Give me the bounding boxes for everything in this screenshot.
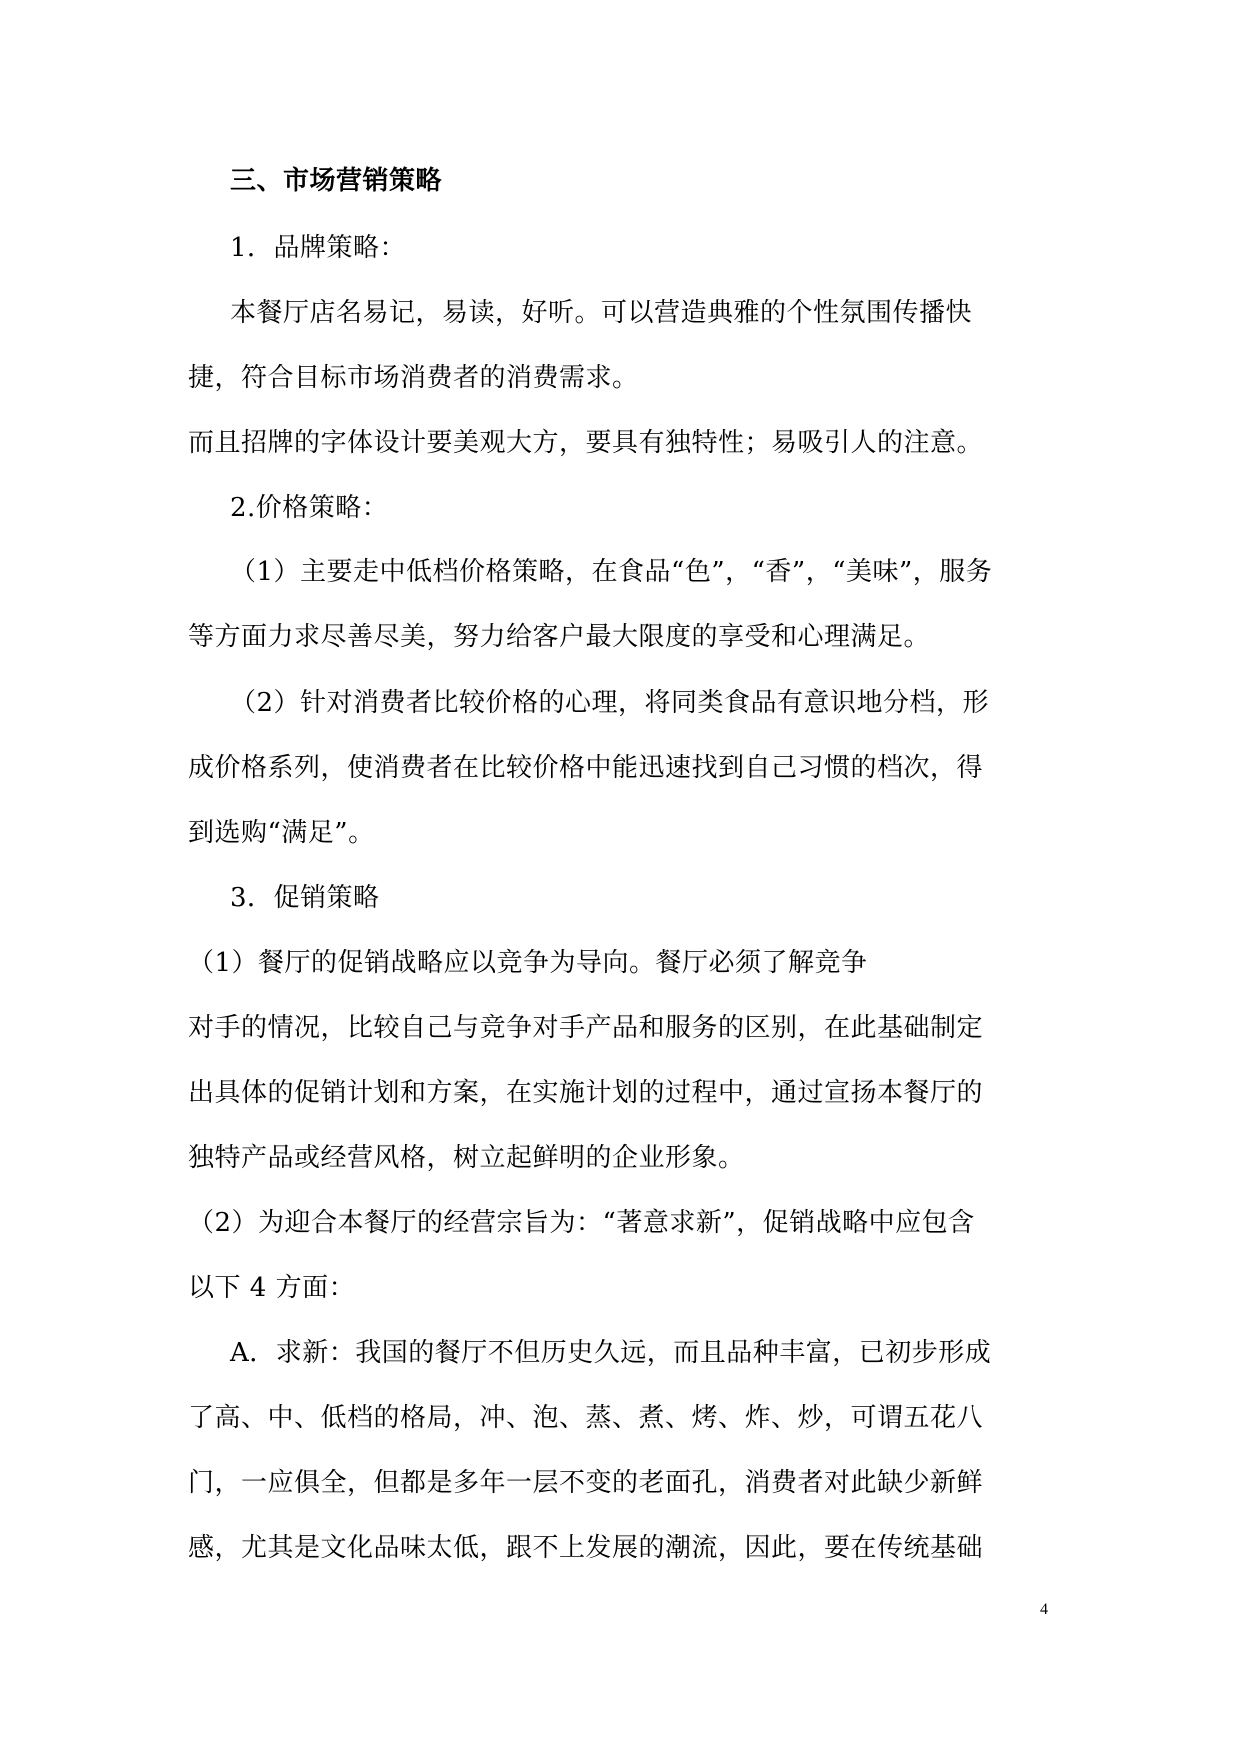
text-line: 了高、中、低档的格局，冲、泡、蒸、煮、烤、炸、炒，可谓五花八	[188, 1403, 984, 1433]
text-line: 独特产品或经营风格，树立起鲜明的企业形象。	[188, 1143, 745, 1173]
text-line: 捷，符合目标市场消费者的消费需求。	[188, 363, 639, 393]
section-heading: 三、市场营销策略	[230, 166, 443, 196]
text-line: A．求新：我国的餐厅不但历史久远，而且品种丰富，已初步形成	[230, 1338, 992, 1368]
text-line: （1）餐厅的促销战略应以竞争为导向。餐厅必须了解竞争	[188, 948, 868, 978]
text-line: 2.价格策略：	[230, 493, 389, 523]
page-number: 4	[1040, 1601, 1048, 1618]
text-line: 出具体的促销计划和方案，在实施计划的过程中，通过宣扬本餐厅的	[188, 1078, 984, 1108]
text-line: 感，尤其是文化品味太低，跟不上发展的潮流，因此，要在传统基础	[188, 1533, 984, 1563]
text-line: 等方面力求尽善尽美，努力给客户最大限度的享受和心理满足。	[188, 622, 931, 652]
text-line: 对手的情况，比较自己与竞争对手产品和服务的区别，在此基础制定	[188, 1013, 984, 1043]
text-line: 门，一应俱全，但都是多年一层不变的老面孔，消费者对此缺少新鲜	[188, 1468, 984, 1498]
text-line: （2）针对消费者比较价格的心理，将同类食品有意识地分档，形	[230, 688, 990, 718]
text-line: 3．促销策略	[230, 883, 380, 913]
text-line: （2）为迎合本餐厅的经营宗旨为：“著意求新”，促销战略中应包含	[188, 1208, 975, 1238]
text-line: （1）主要走中低档价格策略，在食品“色”，“香”，“美味”，服务	[230, 557, 993, 587]
text-line: 到选购“满足”。	[188, 818, 375, 848]
text-line: 而且招牌的字体设计要美观大方，要具有独特性；易吸引人的注意。	[188, 428, 984, 458]
text-line: 成价格系列，使消费者在比较价格中能迅速找到自己习惯的档次，得	[188, 753, 984, 783]
text-line: 本餐厅店名易记，易读，好听。可以营造典雅的个性氛围传播快	[230, 298, 973, 328]
text-line: 以下 4 方面：	[188, 1273, 356, 1303]
text-line: 1．品牌策略：	[230, 233, 407, 263]
